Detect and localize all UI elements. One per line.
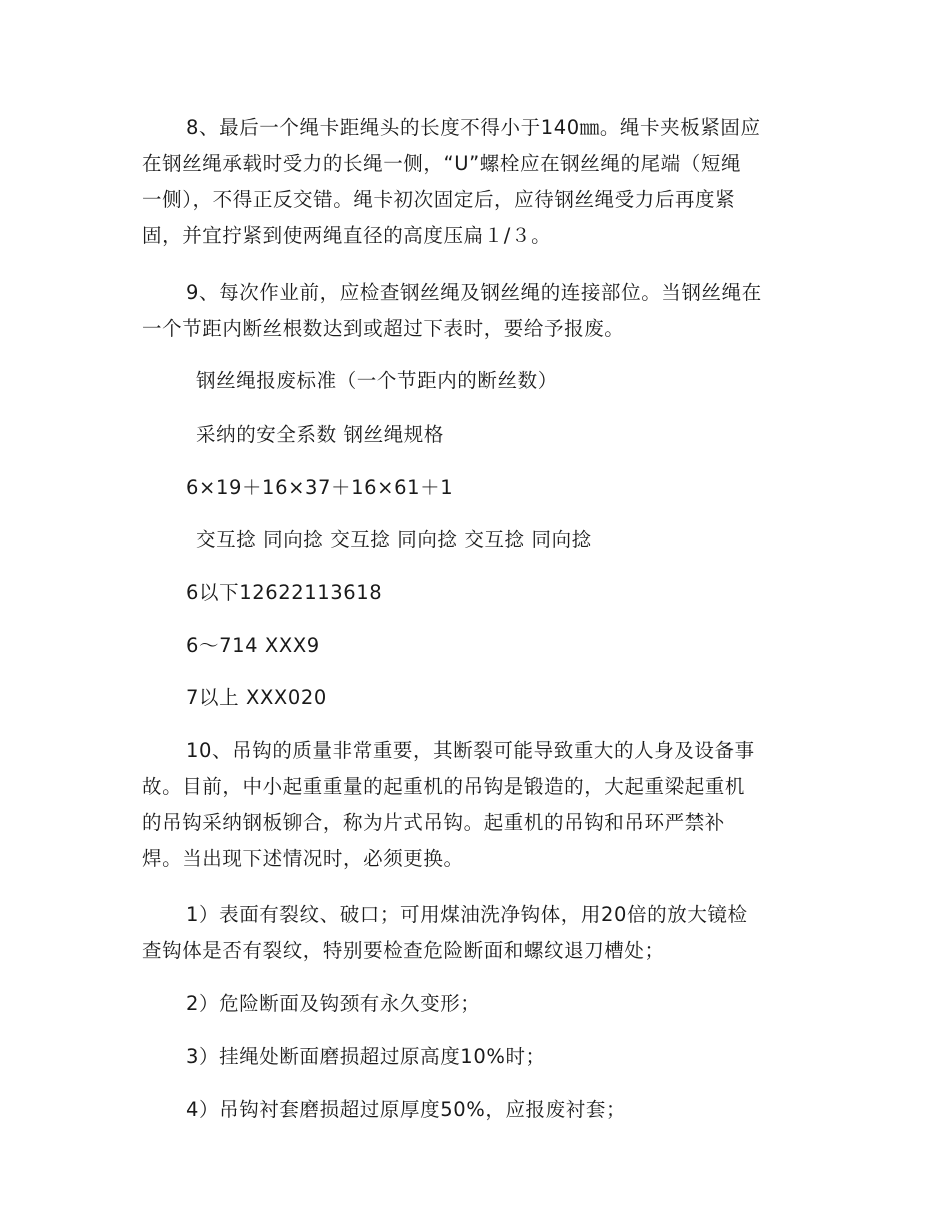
- paragraph-10-line-4: 焊。当出现下述情况时，必须更换。: [142, 847, 464, 870]
- paragraph-10-line-2: 故。目前，中小起重重量的起重机的吊钩是锻造的，大起重梁起重机: [142, 775, 746, 798]
- paragraph-8-line-2: 在钢丝绳承载时受力的长绳一侧，“U”螺栓应在钢丝绳的尾端（短绳: [142, 152, 742, 175]
- item-3: 3）挂绳处断面磨损超过原高度10%时；: [186, 1045, 546, 1068]
- item-4: 4）吊钩衬套磨损超过原厚度50%，应报废衬套；: [186, 1098, 627, 1121]
- item-2: 2）危险断面及钩颈有永久变形；: [186, 992, 481, 1015]
- paragraph-9-line-1: 9、每次作业前，应检查钢丝绳及钢丝绳的连接部位。当钢丝绳在: [186, 281, 762, 304]
- paragraph-9-line-2: 一个节距内断丝根数达到或超过下表时，要给予报废。: [142, 317, 625, 340]
- item-1-line-1: 1）表面有裂纹、破口；可用煤油洗净钩体，用20倍的放大镜检: [186, 903, 748, 926]
- paragraph-8-line-4: 固，并宜拧紧到使两绳直径的高度压扁１/３。: [142, 224, 552, 247]
- paragraph-8-line-3: 一侧），不得正反交错。绳卡初次固定后，应待钢丝绳受力后再度紧: [142, 188, 736, 211]
- item-1-line-2: 查钩体是否有裂纹，特别要检查危险断面和螺纹退刀槽处；: [142, 939, 665, 962]
- table-row-3: 7以上 XXX020: [186, 686, 327, 709]
- table-title: 钢丝绳报废标准（一个节距内的断丝数）: [196, 369, 558, 392]
- table-specs: 6×19＋16×37＋16×61＋1: [186, 476, 454, 499]
- table-row-2: 6～714 XXX9: [186, 634, 320, 657]
- paragraph-10-line-3: 的吊钩采纳钢板铆合，称为片式吊钩。起重机的吊钩和吊环严禁补: [142, 811, 725, 834]
- table-header: 采纳的安全系数 钢丝绳规格: [196, 423, 444, 446]
- table-lay-types: 交互捻 同向捻 交互捻 同向捻 交互捻 同向捻: [196, 528, 592, 551]
- table-row-1: 6以下12622113618: [186, 581, 383, 604]
- paragraph-10-line-1: 10、吊钩的质量非常重要，其断裂可能导致重大的人身及设备事: [186, 739, 755, 762]
- paragraph-8-line-1: 8、最后一个绳卡距绳头的长度不得小于140㎜。绳卡夹板紧固应: [186, 116, 761, 139]
